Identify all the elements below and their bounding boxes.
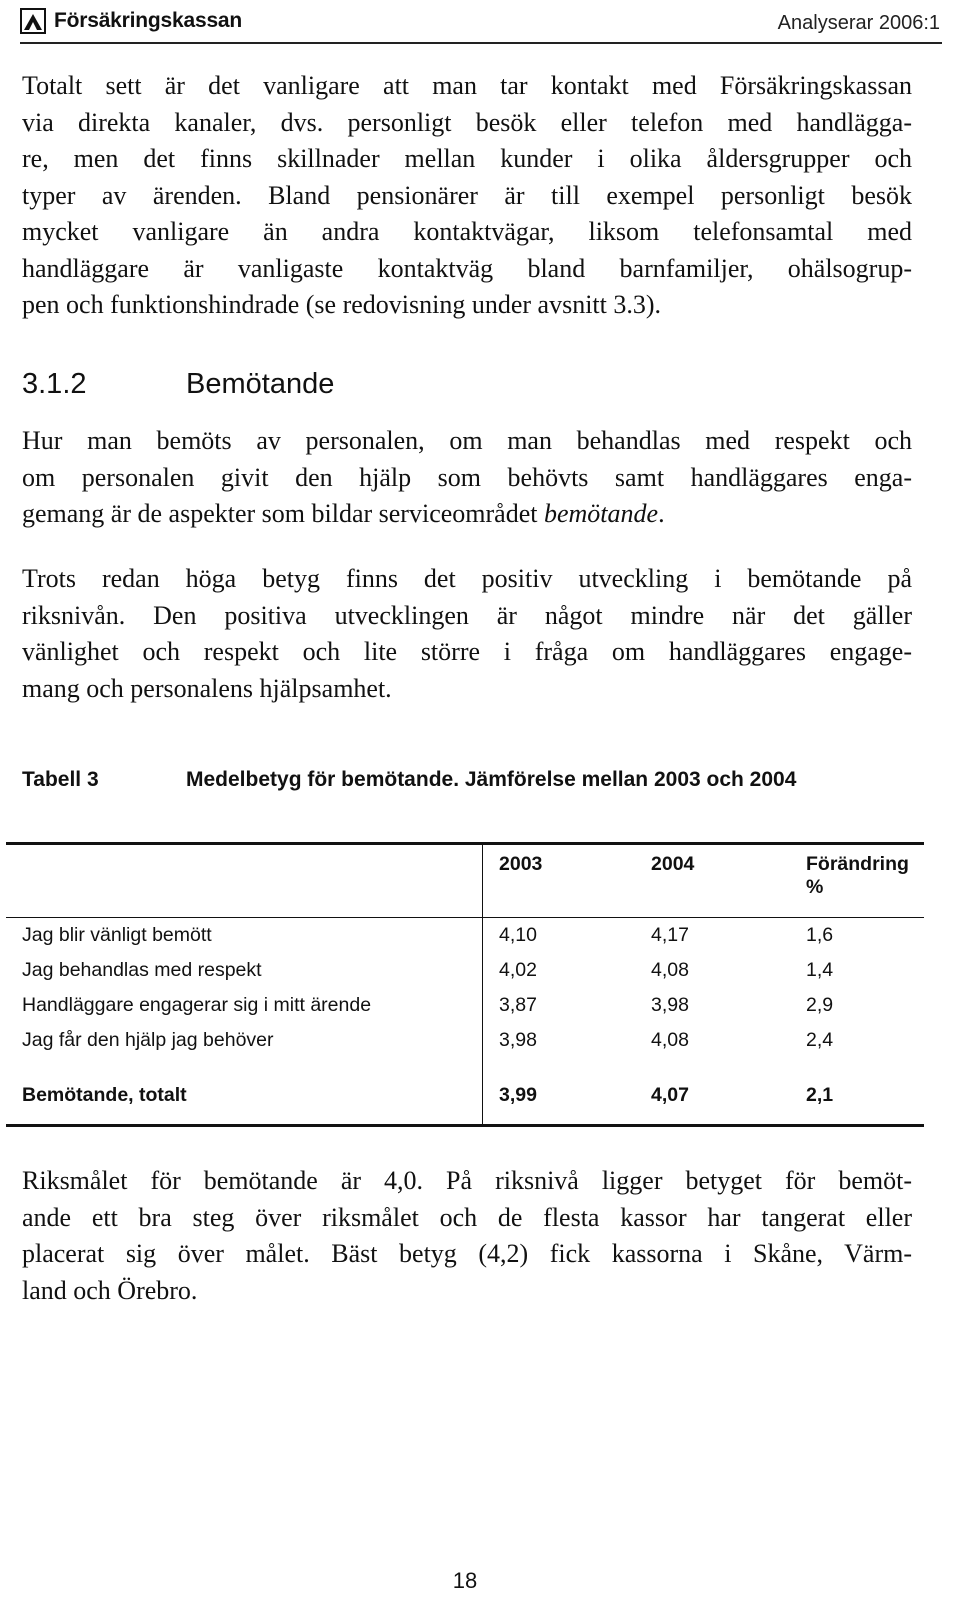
text-line: mycket vanligare än andra kontaktvägar, liksom telefonsamtal med — [22, 217, 912, 246]
logo — [20, 8, 242, 34]
data-table — [6, 842, 924, 1127]
table-cell: 4,08 — [651, 1029, 689, 1051]
column-header: Förändring % — [806, 844, 924, 918]
table-cell: Jag får den hjälp jag behöver — [22, 1029, 274, 1051]
text-line: Totalt sett är det vanligare att man tar kontakt med Försäkringskassan — [22, 71, 912, 100]
table-cell: 4,08 — [651, 959, 689, 981]
table-label: Tabell 3 — [22, 768, 99, 791]
table-caption — [22, 764, 906, 795]
text-span: . — [658, 499, 665, 528]
text-line: Hur man bemöts av personalen, om man behandlas med respekt och — [22, 426, 912, 455]
page-number: 18 — [452, 1568, 478, 1593]
section-paragraph-2 — [22, 561, 912, 707]
text-line: re, men det finns skillnader mellan kunder i olika åldersgrupper och — [22, 144, 912, 173]
text-line: riksnivån. Den positiva utvecklingen är något mindre när det gäller — [22, 600, 912, 630]
table-cell: Bemötande, totalt — [6, 1064, 483, 1126]
section-number: 3.1.2 — [22, 368, 87, 400]
table-row — [6, 994, 924, 1029]
page-header — [20, 6, 942, 44]
table-cell: 4,10 — [483, 918, 652, 960]
table-cell: 4,02 — [483, 959, 652, 994]
emphasis-text: bemötande — [543, 499, 659, 528]
table-cell: Jag behandlas med respekt — [22, 959, 262, 981]
text-line: typer av ärenden. Bland pensionärer är till exempel personligt besök — [22, 180, 912, 210]
text-line: pen och funktionshindrade (se redovisning under avsnitt 3.3). — [22, 290, 662, 319]
table-row — [6, 1029, 924, 1064]
table-cell: 3,98 — [651, 994, 689, 1016]
section-paragraph-1 — [22, 423, 912, 533]
table-cell: 4,07 — [651, 1064, 806, 1126]
closing-paragraph — [22, 1163, 912, 1309]
text-line — [22, 496, 912, 533]
text-span: gemang är de aspekter som bildar serviceområdet — [22, 499, 544, 528]
text-line: vänlighet och respekt och lite större i fråga om handläggares engage- — [22, 637, 912, 666]
table-cell: 3,99 — [483, 1064, 652, 1126]
text-line: land och Örebro. — [22, 1275, 198, 1305]
text-line: handläggare är vanligaste kontaktväg bland barnfamiljer, ohälsogrup- — [22, 253, 912, 283]
text-line: placerat sig över målet. Bäst betyg (4,2) fick kassorna i Skåne, Värm- — [22, 1239, 912, 1268]
text-line: mang och personalens hjälpsamhet. — [22, 673, 392, 703]
column-header: 2004 — [651, 844, 806, 918]
text-line: via direkta kanaler, dvs. personligt besök eller telefon med handlägga- — [22, 107, 912, 137]
issue-label: Analyserar 2006:1 — [777, 12, 940, 34]
table-cell: 4,17 — [651, 924, 689, 946]
text-line: Trots redan höga betyg finns det positiv utveckling i bemötande på — [22, 564, 912, 593]
table-cell: Handläggare engagerar sig i mitt ärende — [22, 994, 372, 1016]
table-cell: 2,9 — [806, 994, 834, 1016]
text-line: Riksmålet för bemötande är 4,0. På riksnivå ligger betyget för bemöt- — [22, 1166, 912, 1195]
logo-icon — [20, 8, 46, 34]
column-header: 2003 — [483, 844, 652, 918]
table-row — [6, 918, 924, 960]
table-title: Medelbetyg för bemötande. Jämförelse mellan 2003 och 2004 — [186, 768, 797, 791]
text-line: ande ett bra steg över riksmålet och de flesta kassor har tangerat eller — [22, 1202, 912, 1232]
table-cell: 3,98 — [483, 1029, 652, 1064]
table-header-row — [6, 844, 924, 918]
section-heading — [22, 368, 334, 401]
intro-paragraph — [22, 68, 912, 324]
table-cell: Jag blir vänligt bemött — [22, 924, 212, 946]
table-cell: 1,4 — [806, 959, 834, 981]
table-cell: 2,4 — [806, 1029, 834, 1051]
table-row — [6, 959, 924, 994]
text-line: om personalen givit den hjälp som behövts samt handläggares enga- — [22, 462, 912, 492]
section-title: Bemötande — [186, 368, 335, 400]
column-header — [6, 844, 483, 918]
table-cell: 1,6 — [806, 924, 834, 946]
table-cell: 3,87 — [483, 994, 652, 1029]
table-total-row — [6, 1064, 924, 1126]
logo-text: Försäkringskassan — [54, 9, 243, 32]
table-cell: 2,1 — [806, 1064, 924, 1126]
